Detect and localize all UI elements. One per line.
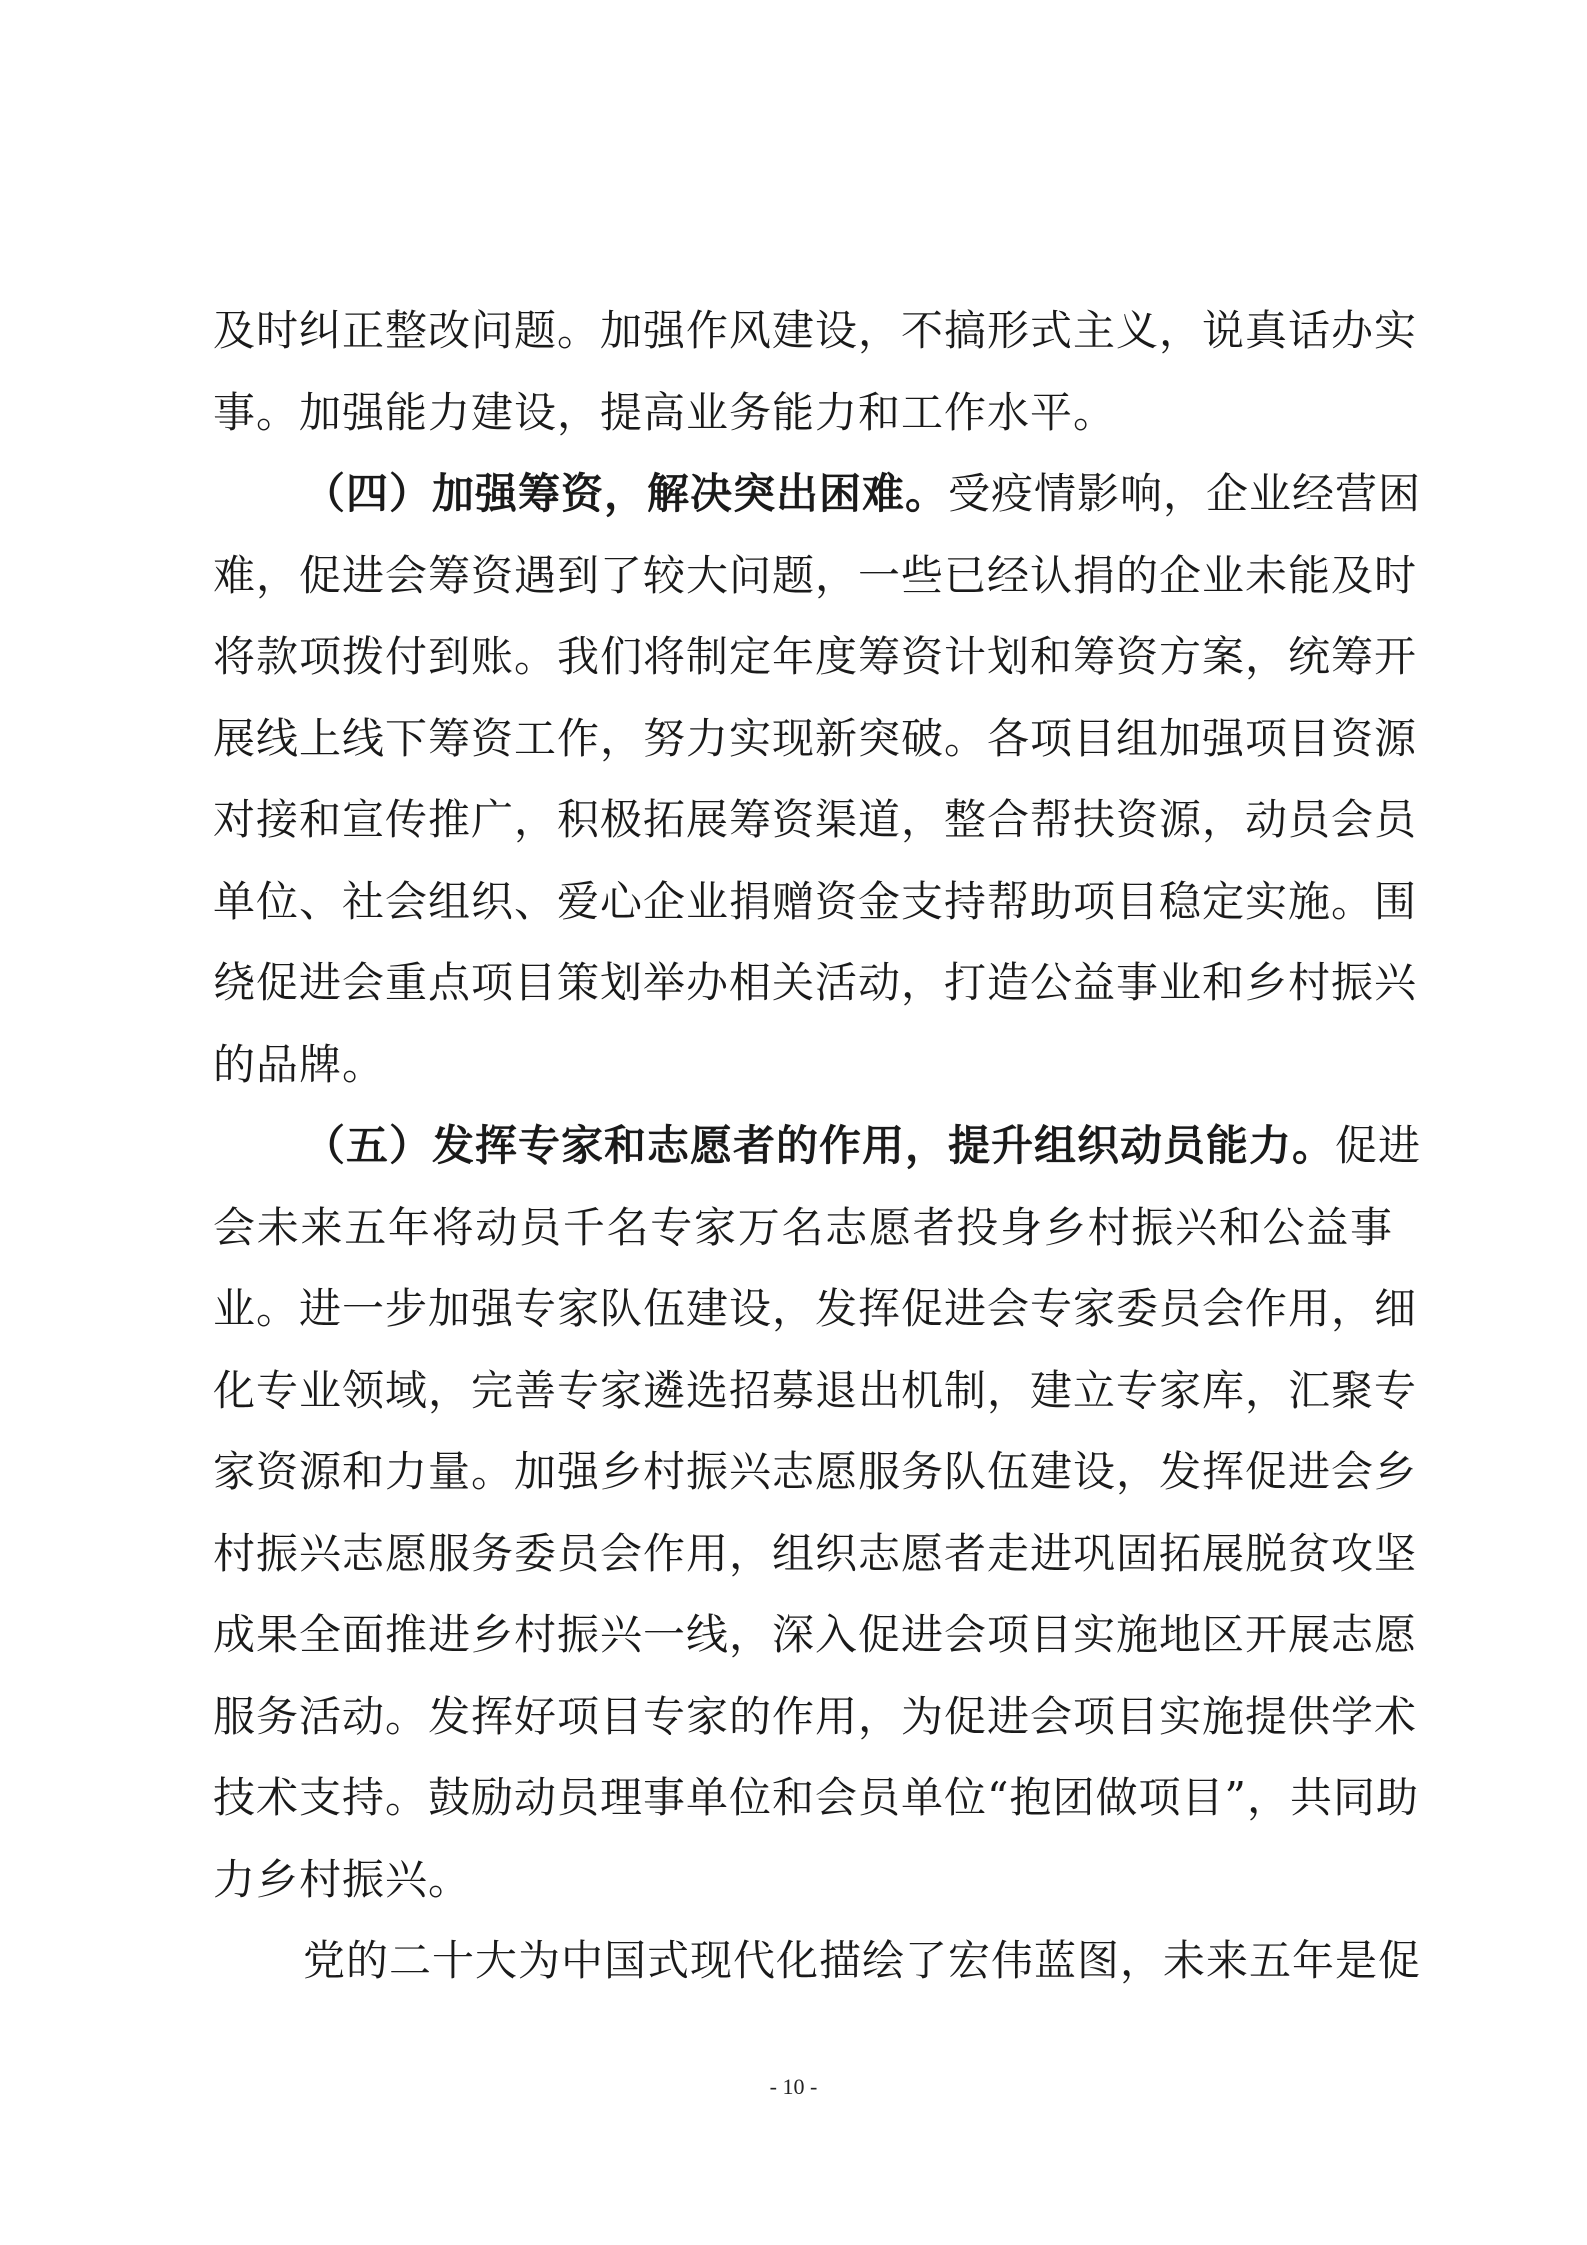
page-number: - 10 - bbox=[769, 2074, 818, 2099]
text-span: 受疫情影响，企业经营困 bbox=[948, 469, 1422, 518]
section-heading-four: （四）加强筹资，解决突出困难。 bbox=[303, 469, 949, 518]
text-line: 及时纠正整改问题。加强作风建设，不搞形式主义，说真话办实 bbox=[213, 306, 1418, 355]
text-line: 对接和宣传推广，积极拓展筹资渠道，整合帮扶资源，动员会员 bbox=[213, 795, 1418, 844]
text-line: 村振兴志愿服务委员会作用，组织志愿者走进巩固拓展脱贫攻坚 bbox=[213, 1528, 1418, 1578]
section-heading-five: （五）发挥专家和志愿者的作用，提升组织动员能力。 bbox=[303, 1121, 1336, 1170]
text-line: 服务活动。发挥好项目专家的作用，为促进会项目实施提供学术 bbox=[213, 1691, 1418, 1741]
text-line: 展线上线下筹资工作，努力实现新突破。各项目组加强项目资源 bbox=[213, 713, 1418, 763]
paragraph-first-line bbox=[213, 1105, 1422, 1187]
text-line: 事。加强能力建设，提高业务能力和工作水平。 bbox=[213, 387, 1117, 437]
paragraph-first-line bbox=[213, 453, 1422, 535]
paragraph-first-line: 党的二十大为中国式现代化描绘了宏伟蓝图，未来五年是促 bbox=[303, 1936, 1422, 1985]
text-line: 成果全面推进乡村振兴一线，深入促进会项目实施地区开展志愿 bbox=[213, 1610, 1418, 1659]
text-line: 化专业领域，完善专家遴选招募退出机制，建立专家库，汇聚专 bbox=[213, 1365, 1418, 1415]
text-line: 绕促进会重点项目策划举办相关活动，打造公益事业和乡村振兴 bbox=[213, 958, 1418, 1007]
text-span: 促进 bbox=[1335, 1121, 1422, 1170]
document-body bbox=[213, 290, 1422, 2002]
text-line: 力乡村振兴。 bbox=[213, 1854, 472, 1904]
text-line: 难，促进会筹资遇到了较大问题，一些已经认捐的企业未能及时 bbox=[213, 550, 1418, 600]
text-line: 的品牌。 bbox=[213, 1039, 386, 1089]
text-line: 单位、社会组织、爱心企业捐赠资金支持帮助项目稳定实施。围 bbox=[213, 876, 1418, 926]
text-line: 家资源和力量。加强乡村振兴志愿服务队伍建设，发挥促进会乡 bbox=[213, 1447, 1418, 1496]
text-line: 将款项拨付到账。我们将制定年度筹资计划和筹资方案，统筹开 bbox=[213, 632, 1418, 681]
text-line: 业。进一步加强专家队伍建设，发挥促进会专家委员会作用，细 bbox=[213, 1284, 1418, 1333]
text-line: 会未来五年将动员千名专家万名志愿者投身乡村振兴和公益事 bbox=[213, 1202, 1393, 1252]
text-line: 技术支持。鼓励动员理事单位和会员单位“抱团做项目”，共同助 bbox=[213, 1773, 1419, 1822]
